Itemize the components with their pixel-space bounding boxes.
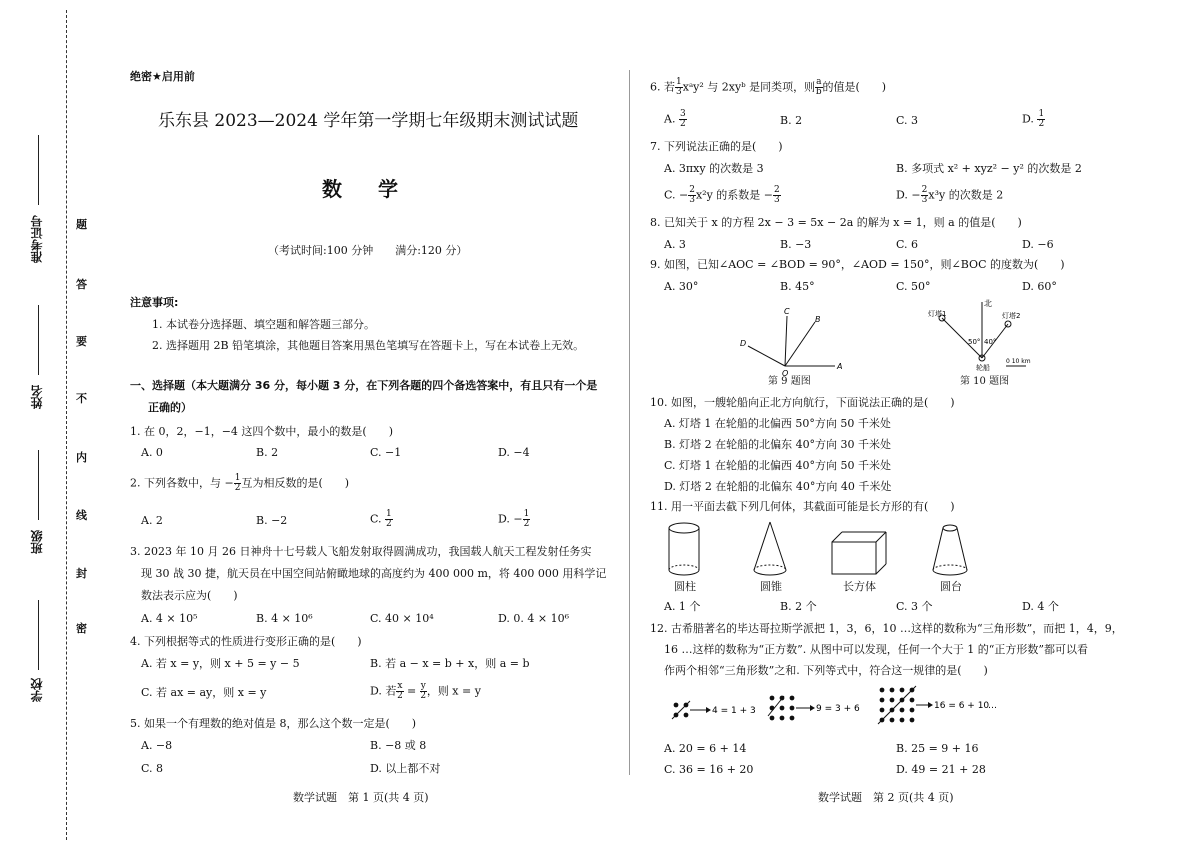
pattern-2-eq: 9 = 3 + 6 <box>816 704 860 714</box>
q9-option-a: A. 30° <box>664 280 699 293</box>
q1-option-b: B. 2 <box>256 446 279 459</box>
cone-icon <box>750 520 790 580</box>
cuboid-icon <box>830 530 890 580</box>
fraction-one-half: $\frac{1}{2}$ <box>234 473 241 493</box>
q4-stem: 4. 下列根据等式的性质进行变形正确的是( ) <box>130 635 362 648</box>
dot-pattern-16 <box>878 686 997 724</box>
q12-stem-line: 作两个相邻“三角形数”之和. 下列等式中，符合这一规律的是( ) <box>664 664 988 677</box>
q3-stem-line: 3. 2023 年 10 月 26 日神舟十七号载人飞船发射取得圆满成功，我国载人航天工程发射任务实 <box>130 545 592 558</box>
class-label: 班级 <box>30 530 44 554</box>
fig9-label-o: O <box>782 369 789 378</box>
q6-option-d: D. $\frac{1}{2}$ <box>1022 109 1045 129</box>
exam-no-label: 准考证号 <box>30 215 44 263</box>
q2-option-c: C. $\frac{1}{2}$ <box>370 509 392 529</box>
q7-option-c: C. − $\frac{2}{3}$ x²y 的系数是 − $\frac{2}{3}$ <box>664 185 780 205</box>
q12-stem-line: 12. 古希腊著名的毕达哥拉斯学派把 1，3，6，10 …这样的数称为“三角形数”，而把 1，4，9， <box>650 622 1123 635</box>
seal-char: 封 <box>76 567 87 580</box>
q10-option-a: A. 灯塔 1 在轮船的北偏西 50°方向 50 千米处 <box>664 417 891 430</box>
q9-option-b: B. 45° <box>780 280 815 293</box>
q3-option-b: B. 4 × 10⁶ <box>256 612 313 625</box>
page-divider <box>629 70 630 775</box>
q5-option-a: A. −8 <box>141 739 173 752</box>
class-line <box>38 450 39 520</box>
fig10-tower2: 灯塔2 <box>1002 312 1021 320</box>
seal-char: 线 <box>76 509 87 522</box>
fig10-ship: 轮船 <box>976 364 990 372</box>
q2-option-d: D. − $\frac{1}{2}$ <box>498 509 530 529</box>
pattern-1-eq: 4 = 1 + 3 <box>712 706 756 716</box>
q6-option-b: B. 2 <box>780 114 803 127</box>
dot-pattern-9 <box>768 696 860 721</box>
school-label: 学校 <box>30 678 44 702</box>
section-heading-cont: 正确的） <box>148 401 192 414</box>
q8-option-c: C. 6 <box>896 238 919 251</box>
exam-no-line <box>38 135 39 205</box>
seal-char: 答 <box>76 278 87 291</box>
q1-option-d: D. −4 <box>498 446 530 459</box>
frustum-icon <box>928 522 972 580</box>
q4-option-c: C. 若 ax = ay，则 x = y <box>141 686 267 699</box>
footer-page-2: 数学试题 第 2 页(共 4 页) <box>818 791 954 804</box>
binding-margin <box>0 0 95 853</box>
q11-option-a: A. 1 个 <box>664 600 701 613</box>
q4-option-d: D. 若 $\frac{x}{2}$ = $\frac{y}{2}$ ，则 x = y <box>370 681 481 701</box>
name-label: 姓名 <box>30 385 44 409</box>
fig9-label-a: A <box>837 362 843 371</box>
q12-option-b: B. 25 = 9 + 16 <box>896 742 979 755</box>
q3-option-c: C. 40 × 10⁴ <box>370 612 434 625</box>
fig9-label-d: D <box>740 339 747 348</box>
figure-9-caption: 第 9 题图 <box>768 376 811 387</box>
q10-option-d: D. 灯塔 2 在轮船的北偏东 40°方向 40 千米处 <box>664 480 892 493</box>
seal-dashed-line <box>66 10 67 840</box>
q10-stem: 10. 如图，一艘轮船向正北方向航行，下面说法正确的是( ) <box>650 396 955 409</box>
dot-pattern-figure <box>670 686 1070 736</box>
fig10-angle1: 50° <box>968 338 981 346</box>
figure-10-caption: 第 10 题图 <box>960 376 1010 387</box>
q5-option-b: B. −8 或 8 <box>370 739 427 752</box>
q5-option-c: C. 8 <box>141 762 164 775</box>
q1-option-a: A. 0 <box>141 446 163 459</box>
q8-option-b: B. −3 <box>780 238 812 251</box>
q11-option-c: C. 3 个 <box>896 600 933 613</box>
seal-char: 要 <box>76 335 87 348</box>
q7-option-d: D. − $\frac{2}{3}$ x³y 的次数是 2 <box>896 185 1004 205</box>
q11-stem: 11. 用一平面去截下列几何体，其截面可能是长方形的有( ) <box>650 500 955 513</box>
pattern-ellipsis: … <box>988 701 997 711</box>
q1-option-c: C. −1 <box>370 446 402 459</box>
page-1 <box>110 0 610 853</box>
page-2 <box>650 0 1170 853</box>
seal-char: 题 <box>76 218 87 231</box>
q6-option-a: A. $\frac{3}{2}$ <box>664 109 686 129</box>
q3-stem-line: 现 30 战 30 捷，航天员在中国空间站俯瞰地球的高度约为 400 000 m，将 400 000 用科学记 <box>141 567 607 580</box>
note-item: 2. 选择题用 2B 铅笔填涂，其他题目答案用黑色笔填写在答题卡上，写在本试卷上无效。 <box>152 339 585 352</box>
q8-option-d: D. −6 <box>1022 238 1054 251</box>
q12-option-c: C. 36 = 16 + 20 <box>664 763 754 776</box>
shape-label-cone: 圆锥 <box>760 580 782 593</box>
school-line <box>38 600 39 670</box>
seal-char: 内 <box>76 451 87 464</box>
q9-stem: 9. 如图，已知∠AOC = ∠BOD = 90°，∠AOD = 150°，则∠BOC 的度数为( ) <box>650 258 1065 271</box>
q7-option-b: B. 多项式 x² + xyz² − y² 的次数是 2 <box>896 162 1082 175</box>
exam-title: 乐东县 2023—2024 学年第一学期七年级期末测试试题 <box>158 111 579 131</box>
notes-heading: 注意事项: <box>130 296 179 309</box>
fig9-label-c: C <box>784 307 790 316</box>
fig10-north: 北 <box>984 299 992 308</box>
q4-option-a: A. 若 x = y，则 x + 5 = y − 5 <box>141 657 300 670</box>
q5-option-d: D. 以上都不对 <box>370 762 441 775</box>
fig10-scale: 0 10 km <box>1006 358 1031 365</box>
q9-option-d: D. 60° <box>1022 280 1057 293</box>
seal-char: 不 <box>76 392 87 405</box>
q10-option-b: B. 灯塔 2 在轮船的北偏东 40°方向 30 千米处 <box>664 438 892 451</box>
q3-stem-line: 数法表示应为( ) <box>141 589 238 602</box>
q5-stem: 5. 如果一个有理数的绝对值是 8，那么这个数一定是( ) <box>130 717 417 730</box>
pattern-3-eq: 16 = 6 + 10 <box>934 701 990 711</box>
cylinder-icon <box>664 520 704 580</box>
q7-option-a: A. 3πxy 的次数是 3 <box>664 162 764 175</box>
q2-option-a: A. 2 <box>141 514 163 527</box>
seal-char: 密 <box>76 622 87 635</box>
note-item: 1. 本试卷分选择题、填空题和解答题三部分。 <box>152 318 375 331</box>
q2-stem: 2. 下列各数中，与 − $\frac{1}{2}$ 互为相反数的是( ) <box>130 473 350 493</box>
q11-option-b: B. 2 个 <box>780 600 817 613</box>
q7-stem: 7. 下列说法正确的是( ) <box>650 140 783 153</box>
q3-option-a: A. 4 × 10⁵ <box>141 612 198 625</box>
fig10-angle2: 40° <box>984 338 997 346</box>
q6-stem: 6. 若 $\frac{1}{3}$ xᵃy² 与 2xyᵇ 是同类项，则 $\frac{a}{b}$ 的值是( ) <box>650 77 887 97</box>
shape-label-frustum: 圆台 <box>940 580 962 593</box>
q1-stem: 1. 在 0，2，−1，−4 这四个数中，最小的数是( ) <box>130 425 393 438</box>
q12-stem-line: 16 …这样的数称为“正方数”. 从图中可以发现，任何一个大于 1 的“正方形数”都可以看 <box>664 643 1088 656</box>
name-line <box>38 305 39 375</box>
fig9-label-b: B <box>815 315 821 324</box>
shape-label-cylinder: 圆柱 <box>674 580 696 593</box>
q3-option-d: D. 0. 4 × 10⁶ <box>498 612 570 625</box>
q11-option-d: D. 4 个 <box>1022 600 1059 613</box>
subject-title: 数学 <box>322 177 434 201</box>
fig10-tower1: 灯塔1 <box>928 310 947 318</box>
q8-option-a: A. 3 <box>664 238 686 251</box>
footer-page-1: 数学试题 第 1 页(共 4 页) <box>293 791 429 804</box>
q6-option-c: C. 3 <box>896 114 919 127</box>
section-heading: 一、选择题（本大题满分 36 分，每小题 3 分，在下列各题的四个备选答案中，有且只有一个是 <box>130 379 598 392</box>
q2-option-b: B. −2 <box>256 514 288 527</box>
q10-option-c: C. 灯塔 1 在轮船的北偏西 40°方向 50 千米处 <box>664 459 891 472</box>
shape-label-cuboid: 长方体 <box>843 580 876 593</box>
q8-stem: 8. 已知关于 x 的方程 2x − 3 = 5x − 2a 的解为 x = 1，则 a 的值是( ) <box>650 216 1022 229</box>
figure-10-compass <box>920 296 1070 376</box>
q4-option-b: B. 若 a − x = b + x，则 a = b <box>370 657 530 670</box>
exam-info: （考试时间:100 分钟 满分:120 分） <box>268 244 468 257</box>
q9-option-c: C. 50° <box>896 280 931 293</box>
dot-pattern-4 <box>672 701 756 719</box>
q12-option-a: A. 20 = 6 + 14 <box>664 742 747 755</box>
secret-mark: 绝密★启用前 <box>130 70 195 83</box>
q12-option-d: D. 49 = 21 + 28 <box>896 763 986 776</box>
